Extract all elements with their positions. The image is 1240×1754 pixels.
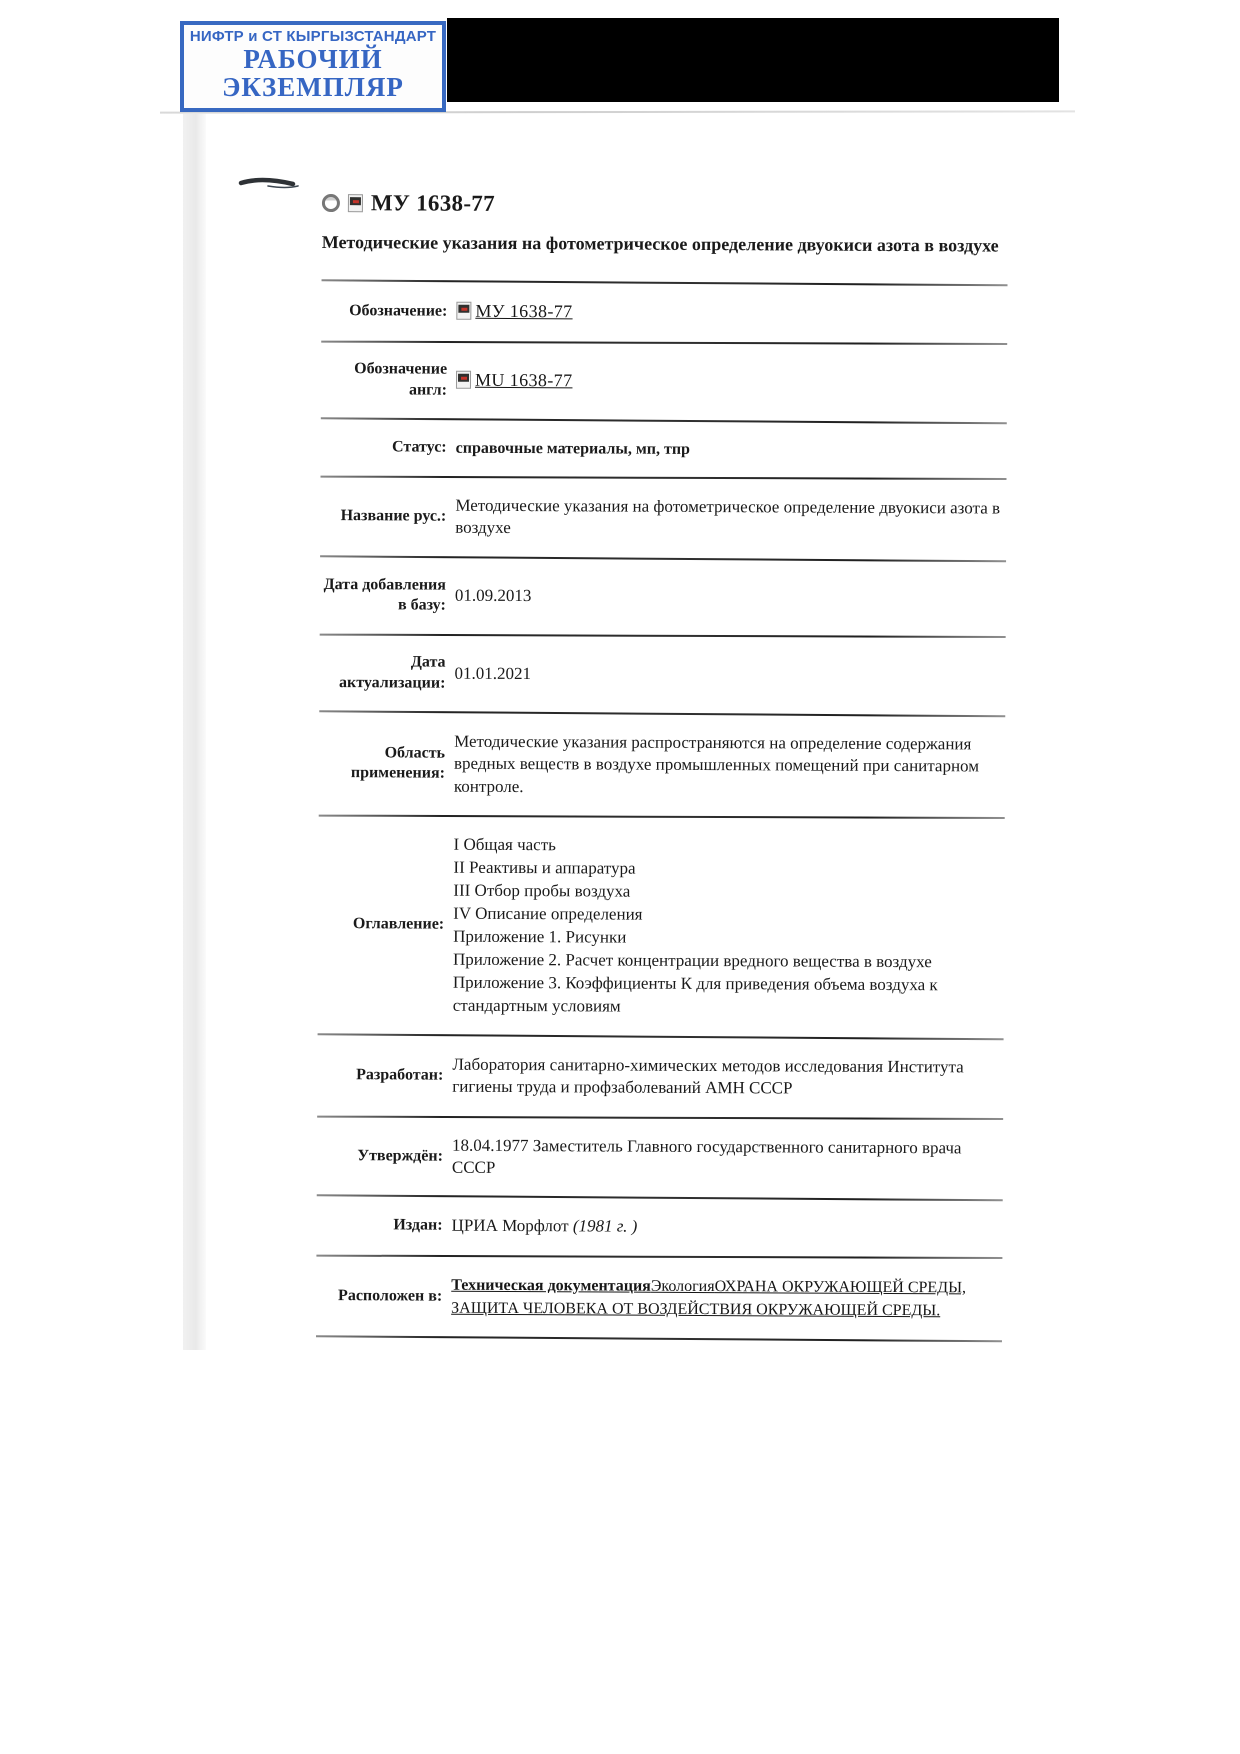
- publish-year-text: (1981 г. ): [572, 1216, 638, 1237]
- stamp-word-copy: ЭКЗЕМПЛЯР: [222, 72, 404, 103]
- approved-value: 18.04.1977 Заместитель Главного государственного санитарного врача СССР: [451, 1135, 962, 1177]
- field-row-published: [316, 1197, 1002, 1257]
- working-copy-stamp: [180, 21, 446, 112]
- document-title-row: [322, 190, 1008, 220]
- redaction-bar: [447, 18, 1059, 102]
- field-label: Расположен в:: [338, 1286, 443, 1305]
- category-link-tech-doc[interactable]: Техническая документация: [451, 1276, 651, 1295]
- field-label: Утверждён:: [357, 1146, 443, 1165]
- field-label: Область применения:: [350, 744, 446, 783]
- field-row-designation-eng: [321, 342, 1007, 421]
- category-link-ecology[interactable]: Экология: [650, 1277, 715, 1295]
- field-label: Разработан:: [356, 1065, 444, 1084]
- category-links: [451, 1274, 1002, 1323]
- status-circle-icon: [322, 194, 340, 212]
- scope-value: Методические указания распространяются на определение содержания вредных веществ в воздухе промышленных помещений при санитарном контроле.: [453, 731, 980, 796]
- field-label: Обозначение:: [349, 301, 448, 320]
- document-number-title: МУ 1638-77: [370, 190, 495, 216]
- field-label: Оглавление:: [352, 915, 445, 934]
- date-updated-value: 01.01.2021: [454, 663, 532, 683]
- field-row-date-updated: [319, 635, 1005, 714]
- scan-page-edge: [183, 114, 206, 1350]
- field-row-date-added: [320, 558, 1006, 637]
- publisher-text: ЦРИА Морфлот: [451, 1216, 573, 1236]
- field-label: Дата добавления в базу:: [323, 575, 446, 615]
- toc-item: I Общая часть: [453, 834, 556, 855]
- field-row-designation: [321, 282, 1007, 343]
- field-label: Обозначение англ:: [354, 360, 448, 399]
- document-heading: Методические указания на фотометрическое определение двуокиси азота в воздухе: [321, 231, 999, 256]
- field-label: Название рус.:: [340, 506, 447, 525]
- category-link-environment[interactable]: ОХРАНА ОКРУЖАЮЩЕЙ СРЕДЫ, ЗАЩИТА ЧЕЛОВЕКА ОТ ВОЗДЕЙСТВИЯ ОКРУЖАЮЩЕЙ СРЕДЫ.: [451, 1277, 967, 1320]
- document-icon[interactable]: [456, 371, 471, 389]
- field-row-toc: [318, 816, 1005, 1037]
- field-label: Статус:: [392, 438, 447, 456]
- published-value: [452, 1215, 1003, 1240]
- toc-item: III Отбор пробы воздуха: [453, 880, 631, 901]
- document-icon[interactable]: [456, 302, 471, 320]
- toc-item: Приложение 2. Расчет концентрации вредного вещества в воздухе: [452, 949, 932, 972]
- toc-list: [453, 834, 1005, 1020]
- date-added-value: 01.09.2013: [454, 585, 532, 606]
- field-row-developed-by: [317, 1036, 1003, 1118]
- toc-item: Приложение 1. Рисунки: [453, 926, 627, 947]
- field-row-title-rus: [320, 477, 1006, 559]
- title-rus-value: Методические указания на фотометрическое определение двуокиси азота в воздухе: [455, 495, 1001, 538]
- field-label: Издан:: [393, 1216, 443, 1234]
- pen-mark: [238, 174, 300, 199]
- stamp-org-line: НИФТР и СТ КЫРГЫЗСТАНДАРТ: [189, 28, 437, 45]
- stamp-word-working: РАБОЧИЙ: [243, 44, 383, 74]
- field-row-scope: [319, 713, 1006, 818]
- designation-eng-link[interactable]: MU 1638-77: [474, 369, 573, 391]
- developed-by-value: Лаборатория санитарно-химических методов исследования Института гигиены труда и профзаболеваний АМН СССР: [452, 1054, 964, 1098]
- toc-item: Приложение 3. Коэффициенты К для приведения объема воздуха к стандартным условиям: [452, 972, 938, 1016]
- field-row-approved: [317, 1116, 1003, 1198]
- status-value: справочные материалы, мп, тпр: [455, 439, 691, 458]
- document-content: [316, 190, 1008, 1342]
- field-row-located-in: [316, 1256, 1002, 1340]
- document-icon[interactable]: [348, 194, 363, 212]
- toc-item: IV Описание определения: [453, 903, 643, 924]
- field-label: Дата актуализации:: [338, 653, 446, 692]
- field-row-status: [321, 420, 1007, 479]
- designation-link[interactable]: МУ 1638-77: [475, 301, 573, 322]
- toc-item: II Реактивы и аппаратура: [453, 857, 636, 878]
